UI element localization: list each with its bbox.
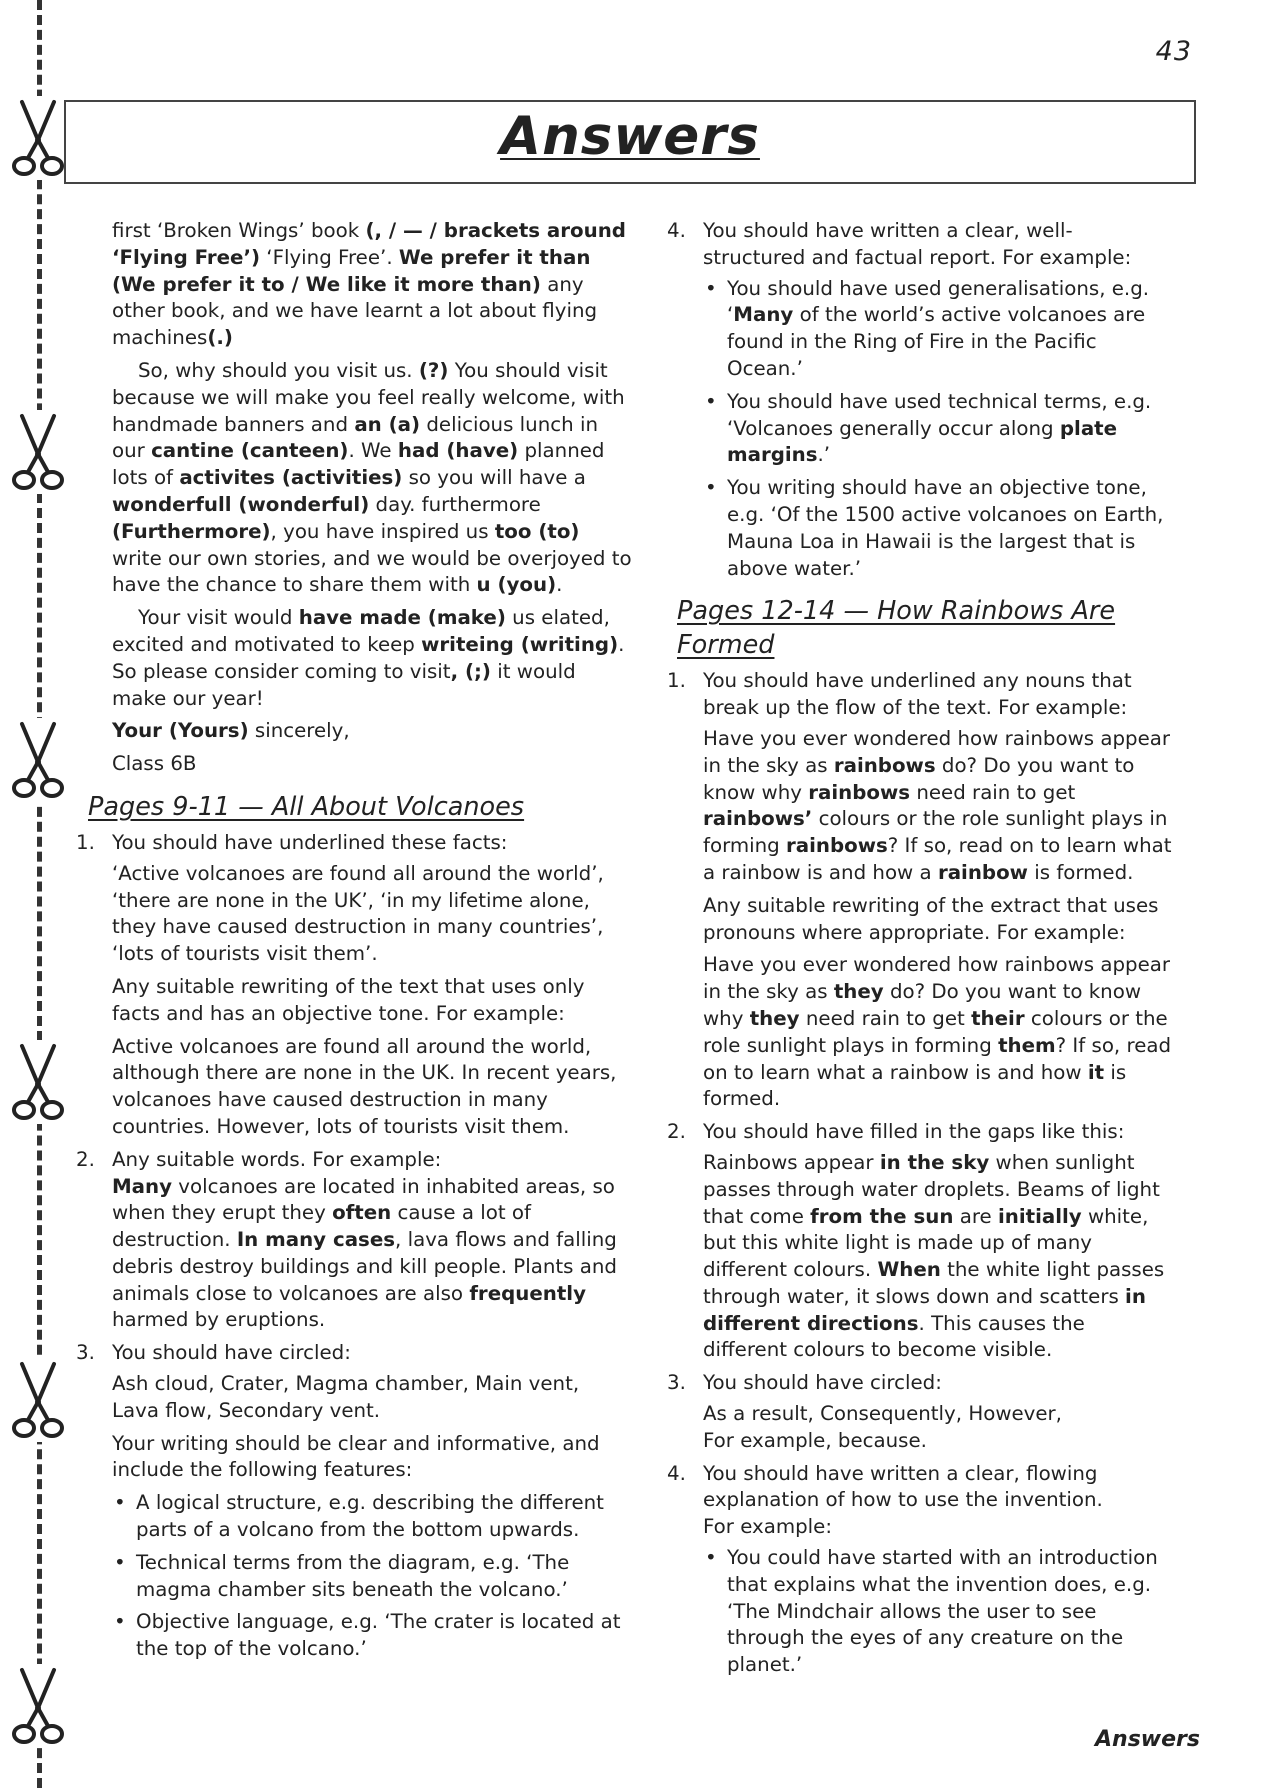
bullet-point: • You could have started with an introduction that explains what the invention does, e.g. ‘The Mindchair allows the user to see through the eyes of any creature on the planet.’	[703, 1545, 1174, 1679]
scissors-icon	[8, 1664, 68, 1748]
page-title: Answers	[500, 106, 760, 167]
section-heading: Pages 12-14 — How Rainbows Are Formed	[677, 596, 1116, 661]
footer-label: Answers	[1095, 1727, 1200, 1752]
answer-text: Any suitable rewriting of the text that uses only facts and has an objective tone. For example:	[112, 974, 585, 1025]
scissors-icon	[8, 1040, 68, 1124]
bullet-point: • You should have used generalisations, e.g. ‘Many of the world’s active volcanoes are found in the Ring of Fire in the Pacific Ocean.’	[703, 276, 1174, 383]
scissors-icon	[8, 1358, 68, 1442]
bullet-point: • Technical terms from the diagram, e.g. ‘The magma chamber sits beneath the volcano.’	[112, 1550, 632, 1604]
answer-item	[76, 830, 632, 1141]
letter-paragraph: Your visit would have made (make) us elated, excited and motivated to keep writeing (writing). So please consider coming to visit, (;) it would make our year!	[112, 606, 625, 710]
left-column	[76, 218, 632, 1669]
answer-text: Ash cloud, Crater, Magma chamber, Main vent, Lava flow, Secondary vent.	[112, 1372, 580, 1422]
bullet-point: • You writing should have an objective tone, e.g. ‘Of the 1500 active volcanoes on Earth, Mauna Loa in Hawaii is the largest that is above water.’	[703, 475, 1174, 582]
letter-signature: Class 6B	[112, 752, 197, 776]
letter-paragraph: So, why should you visit us. (?) You should visit because we will make you feel really welcome, with handmade banners and an (a) delicious lunch in our cantine (canteen). We had (have) planned lots of activites (activities) so you will have a wonderfull (wonderful) day. furthermore (Furthermore), you have inspired us too (to) write our own stories, and we would be overjoyed to have the chance to share them with u (you).	[112, 358, 632, 597]
answer-text: Have you ever wondered how rainbows appear in the sky as rainbows do? Do you want to know why rainbows need rain to get rainbows’ colours or the role sunlight plays in forming rainbows? If so, read on to learn what a rainbow is and how a rainbow is formed.	[703, 726, 1172, 884]
answer-text: ‘Active volcanoes are found all around the world’, ‘there are none in the UK’, ‘in my lifetime alone, they have caused destruction in many countries’, ‘lots of tourists visit them’.	[112, 861, 604, 966]
letter-paragraph: first ‘Broken Wings’ book (, / — / brackets around ‘Flying Free’) ‘Flying Free’. We prefer it than (We prefer it to / We like it more than) any other book, and we have learnt a lot about flying machines(.)	[112, 219, 626, 350]
answer-text: Active volcanoes are found all around the world, although there are none in the UK. In recent years, volcanoes have caused destruction in many countries. However, lots of tourists visit them.	[112, 1034, 617, 1138]
title-box	[64, 100, 1196, 184]
answer-text: Any suitable rewriting of the extract that uses pronouns where appropriate. For example:	[703, 893, 1159, 944]
letter-signoff: Your (Yours) sincerely,	[112, 719, 350, 743]
answer-item	[667, 1370, 1174, 1454]
answer-text: You should have underlined any nouns that break up the flow of the text. For example:	[703, 669, 1132, 720]
answer-text: As a result, Consequently, However, For example, because.	[703, 1402, 1062, 1452]
bullet-point: • You should have used technical terms, e.g. ‘Volcanoes generally occur along plate margins.’	[703, 389, 1174, 469]
answer-item	[667, 1119, 1174, 1364]
right-column	[667, 218, 1174, 1685]
section-heading: Pages 9-11 — All About Volcanoes	[88, 791, 525, 822]
answer-item	[667, 668, 1174, 1113]
answer-number: 4.	[667, 219, 686, 242]
cut-line	[37, 0, 42, 1788]
scissors-icon	[8, 96, 68, 180]
bullet-point: • Objective language, e.g. ‘The crater is located at the top of the volcano.’	[112, 1609, 632, 1663]
answer-text: You should have written a clear, flowing explanation of how to use the invention. For example:	[703, 1461, 1103, 1539]
answer-item	[667, 218, 1174, 582]
answer-number: 2.	[76, 1147, 95, 1171]
answer-number: 1.	[76, 830, 95, 854]
answer-text: You should have circled:	[703, 1371, 942, 1395]
scissors-icon	[8, 718, 68, 802]
scissors-icon	[8, 410, 68, 494]
answer-number: 1.	[667, 669, 686, 693]
page-number: 43	[1155, 36, 1192, 67]
answer-text: Your writing should be clear and informative, and include the following features:	[112, 1431, 600, 1482]
answer-text: You should have underlined these facts:	[112, 830, 508, 854]
answer-number: 3.	[667, 1371, 686, 1395]
bullet-point: • A logical structure, e.g. describing the different parts of a volcano from the bottom upwards.	[112, 1490, 632, 1544]
answer-text: Any suitable words. For example: Many volcanoes are located in inhabited areas, so when they erupt they often cause a lot of destruction. In many cases, lava flows and falling debris destroy buildings and kill people. Plants and animals close to volcanoes are also frequently harmed by eruptions.	[112, 1147, 617, 1332]
answer-text: You should have written a clear, well-structured and factual report. For example:	[703, 219, 1132, 269]
answer-number: 2.	[667, 1120, 686, 1144]
answer-number: 3.	[76, 1341, 95, 1365]
answer-item	[76, 1147, 632, 1335]
answer-number: 4.	[667, 1461, 686, 1485]
answer-text: You should have circled:	[112, 1341, 351, 1365]
answer-text: Have you ever wondered how rainbows appear in the sky as they do? Do you want to know why they need rain to get their colours or the role sunlight plays in forming them? If so, read on to learn what a rainbow is and how it is formed.	[703, 953, 1172, 1111]
answer-text: Rainbows appear in the sky when sunlight passes through water droplets. Beams of light that come from the sun are initially white, but this white light is made up of many different colours. When the white light passes through water, it slows down and scatters in different directions. This causes the different colours to become visible.	[703, 1150, 1165, 1362]
answer-item	[76, 1340, 632, 1663]
answer-item	[667, 1461, 1174, 1679]
answer-text: You should have filled in the gaps like this:	[703, 1120, 1125, 1144]
